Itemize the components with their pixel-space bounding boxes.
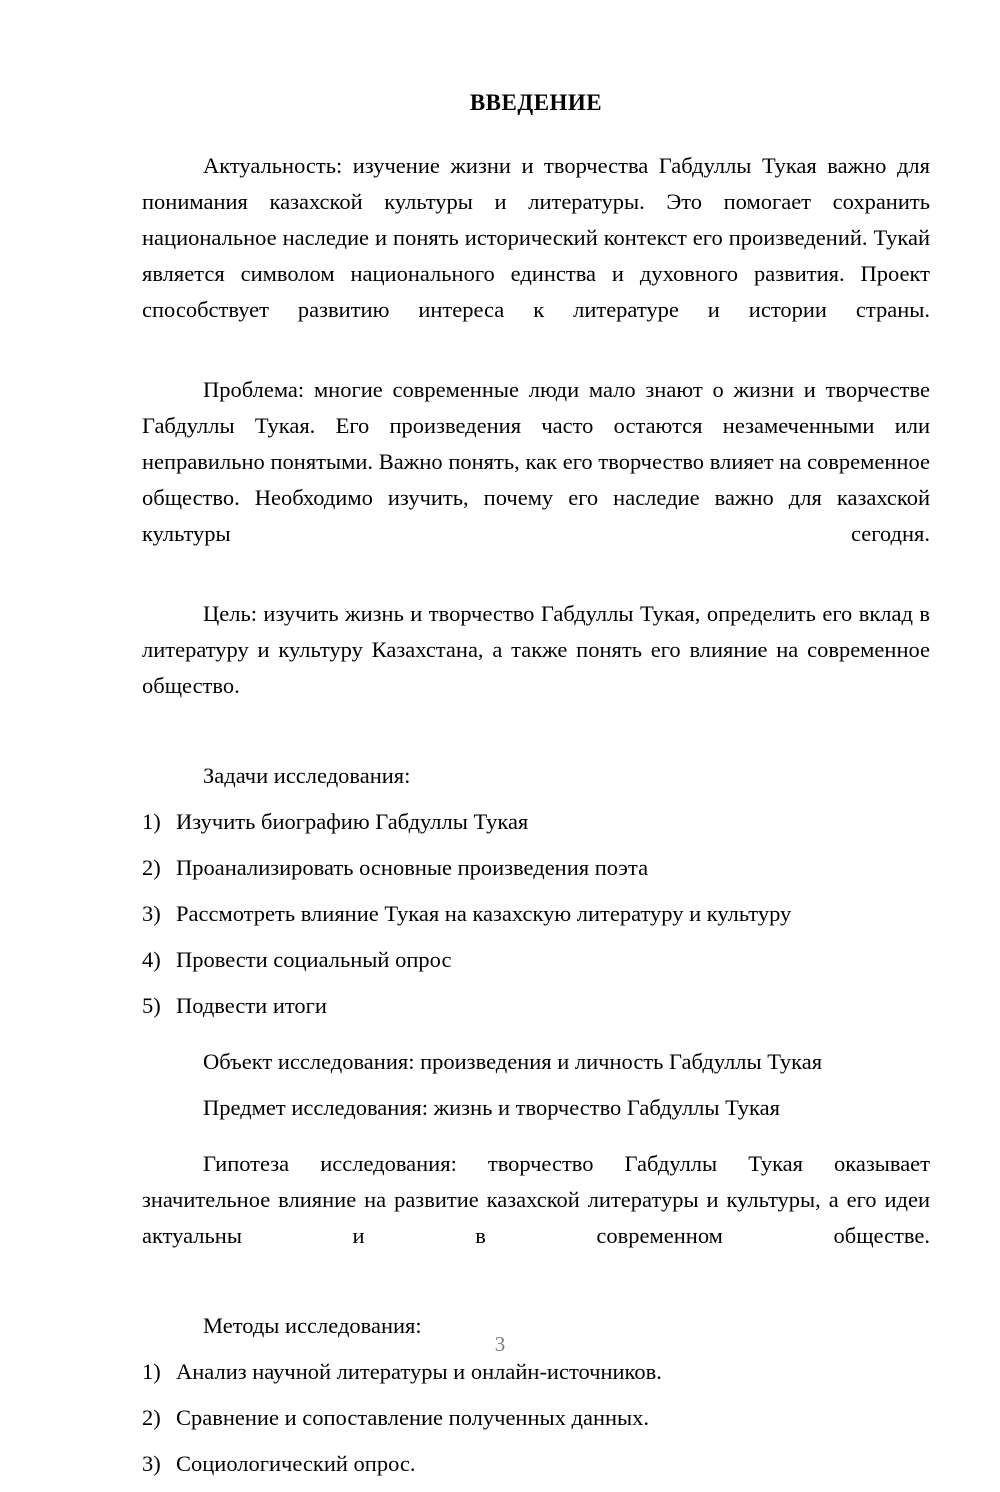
list-marker: 4) [142,947,161,972]
document-body [142,88,930,1492]
paragraph-hypothesis: Гипотеза исследования: творчество Габдуллы Тукая оказывает значительное влияние на развитие казахской литературы и культуры, а его идеи актуальны и в современном обществе. [142,1151,930,1248]
list-marker: 1) [142,809,161,834]
line-subject-of-research: Предмет исследования: жизнь и творчество Габдуллы Тукая [203,1095,780,1120]
list-marker: 1) [142,1359,161,1384]
list-item-label: Анализ научной литературы и онлайн-источников. [176,1359,662,1384]
list-marker: 3) [142,901,161,926]
spacer [142,1034,930,1044]
heading-methods: Методы исследования: [203,1313,422,1338]
list-item [142,1354,930,1390]
list-item-label: Изучить биографию Габдуллы Тукая [176,809,529,834]
methods-list [142,1354,930,1482]
paragraph-relevance: Актуальность: изучение жизни и творчества Габдуллы Тукая важно для понимания казахской культуры и литературы. Это помогает сохранить национальное наследие и понять исторический контекст его произведений. Тукай является символом национального единства и духовного развития. Проект способствует развитию интереса к литературе и истории страны. [142,153,930,322]
list-item [142,1446,930,1482]
list-item [142,988,930,1024]
list-item-label: Подвести итоги [176,993,327,1018]
list-item-label: Проанализировать основные произведения поэта [176,855,649,880]
list-item-label: Сравнение и сопоставление полученных данных. [176,1405,650,1430]
list-item [142,896,930,932]
list-item [142,850,930,886]
spacer [142,1136,930,1146]
list-marker: 5) [142,993,161,1018]
paragraph-problem: Проблема: многие современные люди мало знают о жизни и творчестве Габдуллы Тукая. Его произведения часто остаются незамеченными или неправильно понятыми. Важно понять, как его творчество влияет на современное общество. Необходимо изучить, почему его наследие важно для казахской культуры сегодня. [142,377,930,546]
paragraph-goal: Цель: изучить жизнь и творчество Габдуллы Тукая, определить его вклад в литературу и культуру Казахстана, а также понять его влияние на современное общество. [142,601,930,698]
spacer [142,748,930,758]
list-marker: 3) [142,1451,161,1476]
tasks-list [142,804,930,1024]
list-marker: 2) [142,855,161,880]
list-item-label: Рассмотреть влияние Тукая на казахскую литературу и культуру [176,901,792,926]
heading-tasks: Задачи исследования: [203,763,411,788]
line-object-of-research: Объект исследования: произведения и личность Габдуллы Тукая [203,1049,823,1074]
list-item-label: Провести социальный опрос [176,947,452,972]
list-item [142,804,930,840]
list-marker: 2) [142,1405,161,1430]
list-item [142,942,930,978]
page-title: ВВЕДЕНИЕ [469,90,603,115]
spacer [142,1298,930,1308]
page-number: 3 [494,1332,506,1356]
list-item [142,1400,930,1436]
list-item-label: Социологический опрос. [176,1451,416,1476]
